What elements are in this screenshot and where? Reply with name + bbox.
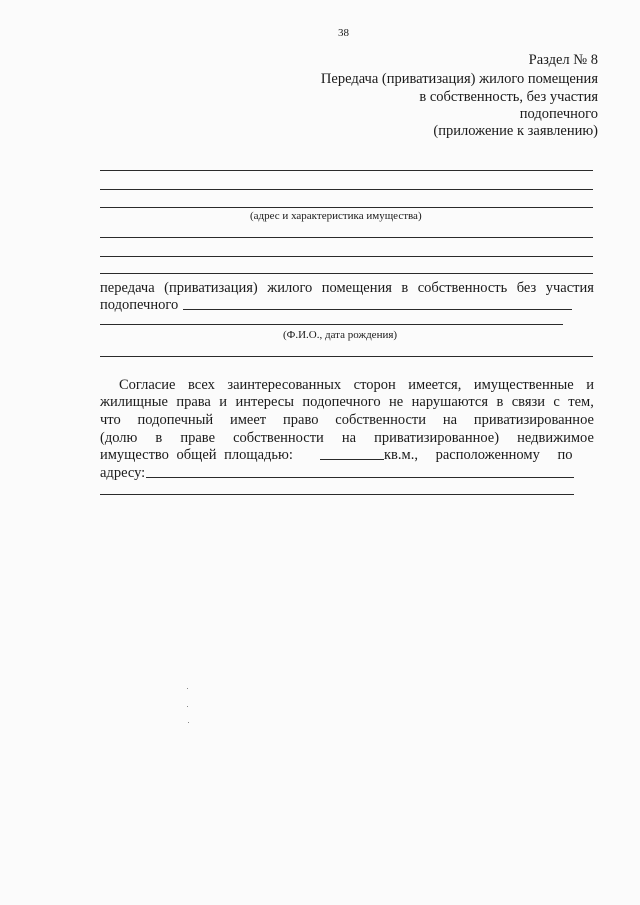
- word: участия: [545, 280, 594, 296]
- word: имеется,: [408, 377, 462, 393]
- word: право: [283, 412, 319, 428]
- scan-speck: [187, 688, 188, 689]
- word: тем,: [568, 394, 594, 410]
- consent-line-3: [100, 412, 594, 429]
- word: без: [516, 280, 537, 296]
- ward-label: подопечного: [100, 297, 179, 313]
- word: приватизированное: [473, 412, 594, 428]
- address-label: адресу:: [100, 465, 146, 481]
- property-line-3[interactable]: [100, 207, 593, 208]
- word: с: [553, 394, 560, 410]
- ward-name-line[interactable]: [183, 309, 572, 310]
- word: имеет: [230, 412, 267, 428]
- word: недвижимое: [517, 430, 594, 446]
- word: жилого: [267, 280, 313, 296]
- address-line-1[interactable]: [146, 477, 574, 478]
- property-line-1[interactable]: [100, 170, 593, 171]
- consent-line-2: [100, 394, 594, 411]
- area-label: имущество общей площадью:: [100, 447, 293, 463]
- word: и: [219, 394, 228, 410]
- word: сторон: [353, 377, 396, 393]
- word: права: [176, 394, 211, 410]
- ward-line-2[interactable]: [100, 324, 563, 325]
- word: собственность: [417, 280, 508, 296]
- word: интересы: [235, 394, 294, 410]
- property-caption: (адрес и характеристика имущества): [250, 210, 422, 222]
- property-line-4[interactable]: [100, 237, 593, 238]
- property-line-5[interactable]: [100, 256, 593, 257]
- section-title: Раздел № 8: [528, 52, 598, 68]
- word: помещения: [321, 280, 392, 296]
- word: приватизированное): [374, 430, 500, 446]
- word: в: [401, 280, 409, 296]
- word: подопечный: [137, 412, 214, 428]
- word: на: [442, 412, 458, 428]
- word: собственности: [233, 430, 324, 446]
- header-line-4: (приложение к заявлению): [433, 123, 598, 139]
- word: что: [100, 412, 121, 428]
- ward-line-3[interactable]: [100, 356, 593, 357]
- consent-line-1: [119, 377, 594, 394]
- word: на: [341, 430, 357, 446]
- word: жилищные: [100, 394, 168, 410]
- word: (приватизация): [164, 280, 258, 296]
- word: в: [496, 394, 504, 410]
- word: имущественные: [473, 377, 574, 393]
- word: подопечного: [302, 394, 381, 410]
- word: праве: [180, 430, 216, 446]
- page-number: 38: [338, 27, 349, 39]
- header-line-1: Передача (приватизация) жилого помещения: [320, 71, 598, 87]
- word: (долю: [100, 430, 138, 446]
- word: заинтересованных: [227, 377, 342, 393]
- header-line-2: в собственность, без участия: [419, 89, 598, 105]
- word: Согласие: [119, 377, 176, 393]
- transfer-text-line: [100, 280, 594, 297]
- consent-line-4: [100, 430, 594, 447]
- person-caption: (Ф.И.О., дата рождения): [283, 329, 398, 341]
- scan-speck: [188, 722, 189, 723]
- scan-speck: [187, 706, 188, 707]
- area-unit-label: кв.м., расположенному по: [384, 447, 573, 463]
- word: в: [155, 430, 163, 446]
- property-line-6[interactable]: [100, 273, 593, 274]
- word: всех: [187, 377, 215, 393]
- word: передача: [100, 280, 155, 296]
- word: не: [389, 394, 404, 410]
- address-line-2[interactable]: [100, 494, 574, 495]
- word: и: [586, 377, 594, 393]
- word: нарушаются: [411, 394, 489, 410]
- area-input-line[interactable]: [320, 459, 384, 460]
- word: связи: [511, 394, 545, 410]
- word: собственности: [335, 412, 426, 428]
- property-line-2[interactable]: [100, 189, 593, 190]
- header-line-3: подопечного: [519, 106, 598, 122]
